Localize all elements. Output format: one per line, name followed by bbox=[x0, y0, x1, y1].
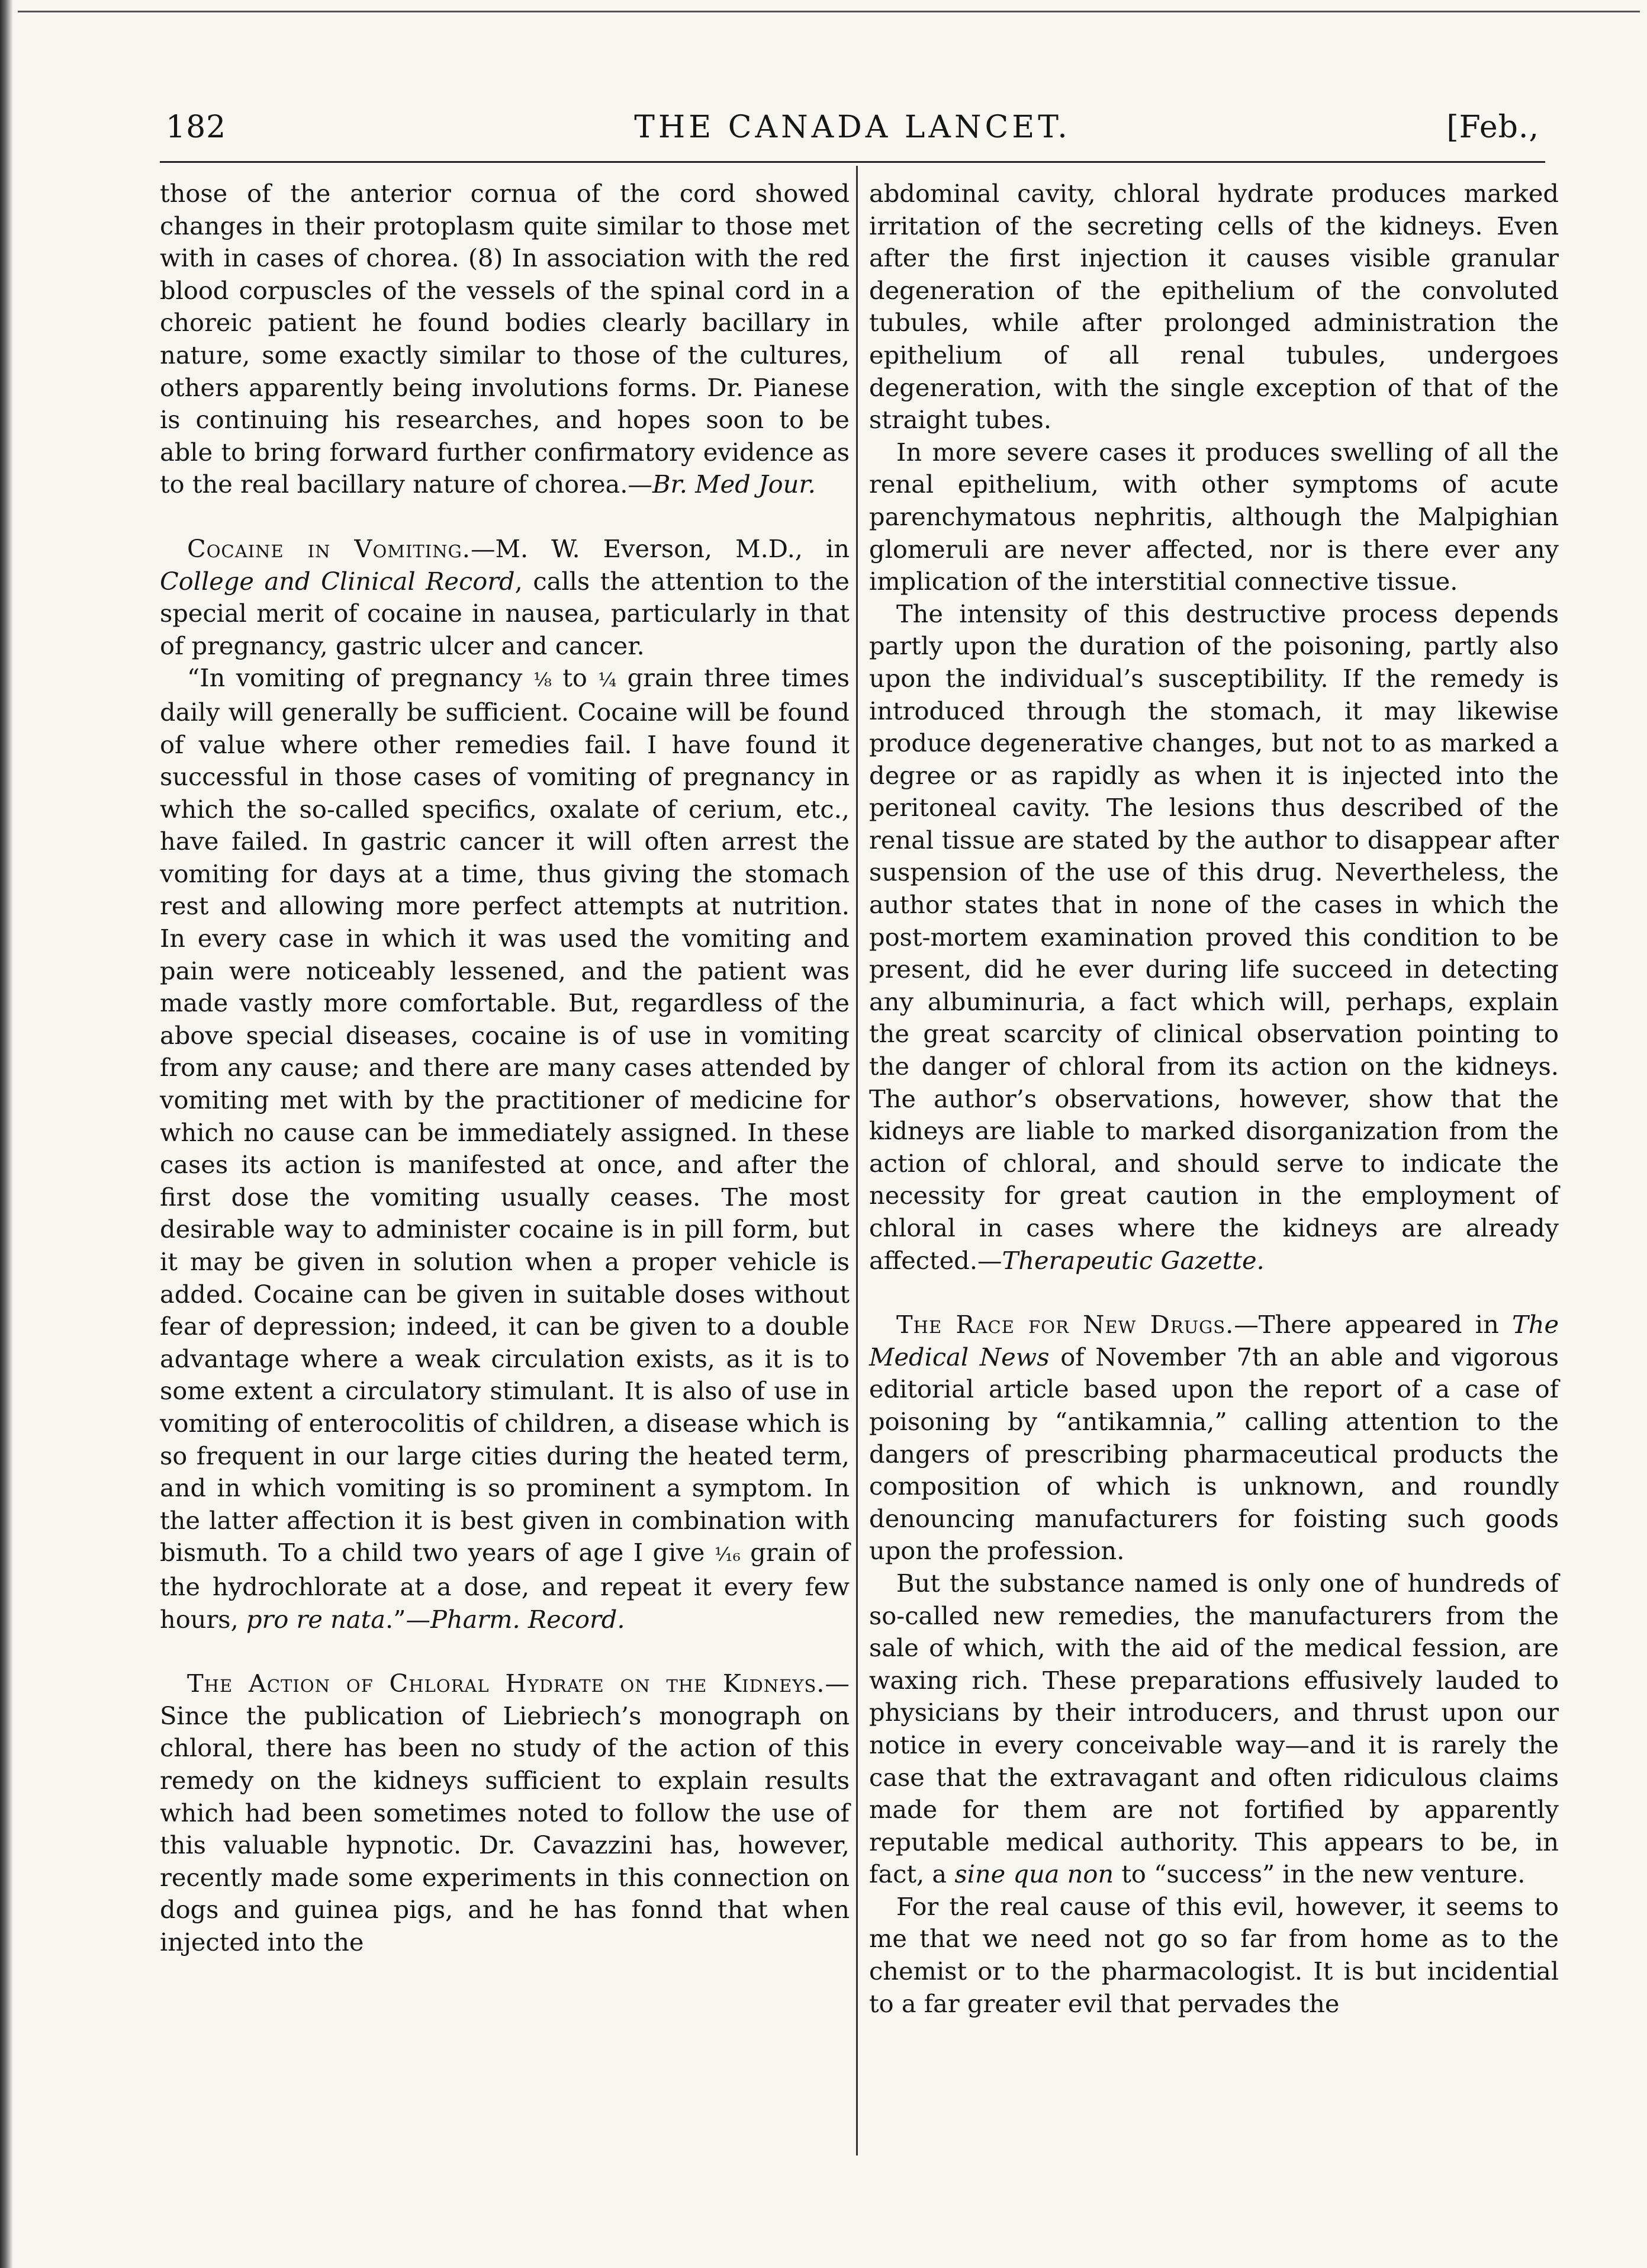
article-heading-race: The Race for New Drugs. bbox=[896, 1310, 1234, 1339]
header-rule bbox=[160, 161, 1545, 163]
chloral-article-start: The Action of Chloral Hydrate on the Kidneys.—Since the publication of Liebriech’s monograph on chloral, there has been no study of the action of this remedy on the kidneys sufficient to explain results which had been sometimes noted to follow the use of this valuable hypnotic. Dr. Cavazzini has, however, recently made some experiments in this connection on dogs and guinea pigs, and he has fonnd that when injected into the bbox=[160, 1669, 850, 1957]
page-number: 182 bbox=[166, 110, 227, 145]
cocaine-quote: “In vomiting of pregnancy ⅛ to ¼ grain three times daily will generally be sufficient. Cocaine will be found of value where other remedies fail. I have found it successful in those cases of vomiting of pregnancy in which the so-called specifics, oxalate of cerium, etc., have failed. In gastric cancer it will often arrest the vomiting for days at a time, thus giving the stomach rest and allowing more perfect attempts at nutrition. In every case in which it was used the vomiting and pain were noticeably lessened, and the patient was made vastly more comfortable. But, regardless of the above special diseases, cocaine is of use in vomiting from any cause; and there are many cases attended by vomiting met with by the practitioner of medicine for which no cause can be immediately assigned. In these cases its action is manifested at once, and after the first dose the vomiting usually ceases. The most desirable way to administer cocaine is in pill form, but it may be given in solution when a proper vehicle is added. Cocaine can be given in suitable doses without fear of depression; indeed, it can be given to a double advantage where a weak circulation exists, as it is to some extent a circulatory stimulant. It is also of use in vomiting of enterocolitis of children, a disease which is so frequent in our large cities during the heated term, and in which vomiting is so prominent a symptom. In the latter affection it is best given in combination with bismuth. To a child two years of age I give ¹⁄₁₆ grain of the hydrochlorate at a dose, and repeat it every few hours, pro re nata.”—Pharm. Record. bbox=[160, 663, 850, 1634]
source-citation: Pharm. Record. bbox=[430, 1604, 625, 1634]
latin-phrase: sine qua non bbox=[954, 1859, 1114, 1889]
race-paragraph-3: For the real cause of this evil, however, it seems to me that we need not go so far from home as to the chemist or to the pharmacologist. It is but incidential to a far greater evil that pervades the bbox=[869, 1891, 1559, 2018]
cocaine-article-intro: Cocaine in Vomiting.—M. W. Everson, M.D., in College and Clinical Record, calls the attention to the special merit of cocaine in nausea, particularly in that of pregnancy, gastric ulcer and cancer. bbox=[160, 534, 850, 660]
journal-title: THE CANADA LANCET. bbox=[634, 110, 1071, 145]
journal-name: College and Clinical Record bbox=[160, 566, 515, 596]
race-article-intro: The Race for New Drugs.—There appeared in The Medical News of November 7th an able and vigorous editorial article based upon the report of a case of poisoning by “antikamnia,” calling attention to the dangers of prescribing pharmaceutical products the composition of which is unknown, and roundly denouncing manufacturers for foisting such goods upon the profession. bbox=[869, 1310, 1559, 1566]
journal-name: The Medical News bbox=[869, 1310, 1559, 1371]
column-divider bbox=[856, 166, 858, 2155]
chloral-paragraph-3: The intensity of this destructive process depends partly upon the duration of the poisoning, partly also upon the individual’s susceptibility. If the remedy is introduced through the stomach, it may likewise produce degenerative changes, but not to as marked a degree or as rapidly as when it is injected into the peritoneal cavity. The lesions thus described of the renal tissue are stated by the author to disappear after suspension of the use of this drug. Nevertheless, the author states that in none of the cases in which the post-mortem examination proved this condition to be present, did he ever during life succeed in detecting any albuminuria, a fact which will, perhaps, explain the great scarcity of clinical observation pointing to the danger of chloral from its action on the kidneys. The author’s observations, however, show that the kidneys are liable to marked disorganization from the action of chloral, and should serve to indicate the necessity for great caution in the employment of chloral in cases where the kidneys are already affected.—Therapeutic Gazette. bbox=[869, 599, 1559, 1275]
source-citation: Therapeutic Gazette. bbox=[1002, 1245, 1265, 1275]
issue-month: [Feb., bbox=[1446, 110, 1539, 145]
chloral-paragraph-continued: abdominal cavity, chloral hydrate produces marked irritation of the secreting cells of the kidneys. Even after the first injection it causes visible granular degeneration of the epithelium of the convoluted tubules, while after prolonged administration the epithelium of all renal tubules, undergoes degeneration, with the single exception of that of the straight tubes. bbox=[869, 179, 1559, 435]
running-header bbox=[166, 110, 1539, 157]
fraction: ¼ bbox=[598, 669, 617, 692]
right-column bbox=[869, 178, 1559, 2020]
article-heading-cocaine: Cocaine in Vomiting. bbox=[187, 534, 471, 563]
chloral-paragraph-2: In more severe cases it produces swelling of all the renal epithelium, with other symptoms of acute parenchymatous nephritis, although the Malpighian glomeruli are never affected, nor is there ever any implication of the interstitial connective tissue. bbox=[869, 437, 1559, 596]
latin-phrase: pro re nata bbox=[246, 1604, 386, 1634]
scan-binding-edge bbox=[0, 0, 13, 2268]
left-column bbox=[160, 178, 850, 1958]
source-citation: Br. Med Jour. bbox=[652, 470, 816, 499]
fraction: ⅛ bbox=[533, 669, 552, 692]
chorea-paragraph-end: those of the anterior cornua of the cord showed changes in their protoplasm quite similar to those met with in cases of chorea. (8) In association with the red blood corpuscles of the vessels of the spinal cord in a choreic patient he found bodies clearly bacillary in nature, some exactly similar to those of the cultures, others apparently being involutions forms. Dr. Pianese is continuing his researches, and hopes soon to be able to bring forward further confirmatory evidence as to the real bacillary nature of chorea.—Br. Med Jour. bbox=[160, 179, 850, 499]
race-paragraph-2: But the substance named is only one of hundreds of so-called new remedies, the manufacturers from the sale of which, with the aid of the medical fession, are waxing rich. These preparations effusively lauded to physicians by their introducers, and thrust upon our notice in every conceivable way—and it is rarely the case that the extravagant and often ridiculous claims made for them are not fortified by apparently reputable medical authority. This appears to be, in fact, a sine qua non to “success” in the new venture. bbox=[869, 1568, 1559, 1889]
article-heading-chloral: The Action of Chloral Hydrate on the Kidneys. bbox=[187, 1669, 825, 1698]
fraction: ¹⁄₁₆ bbox=[714, 1543, 741, 1566]
scan-top-border bbox=[18, 11, 1640, 12]
